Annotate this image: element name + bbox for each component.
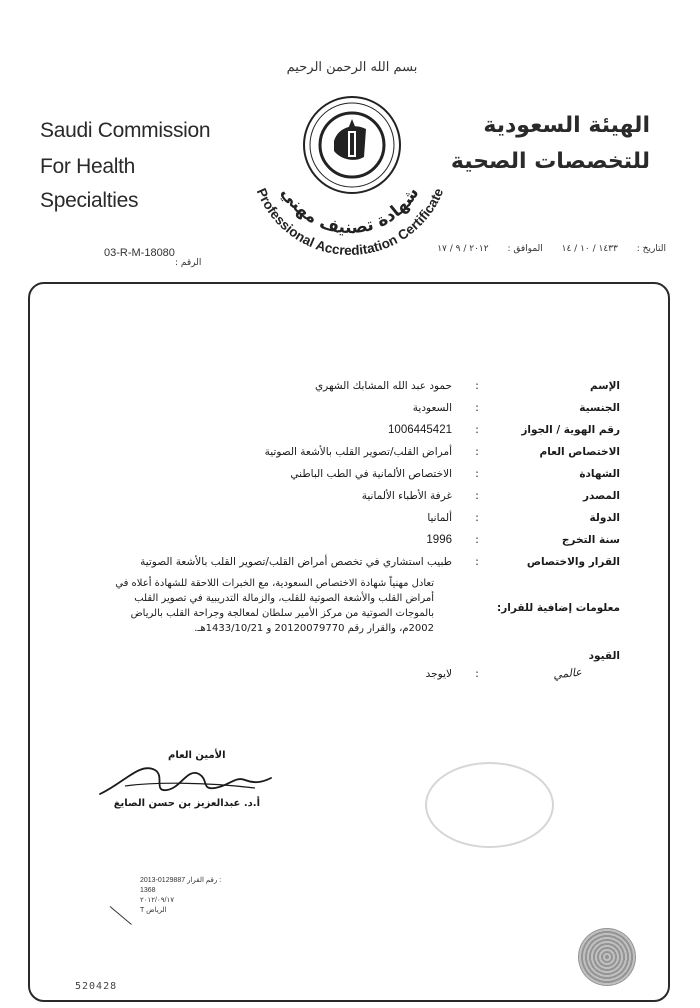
document-number: 520428 bbox=[75, 981, 118, 992]
signatory-name: أ.د. عبدالعزيز بن حسن الصايغ bbox=[113, 798, 260, 809]
hologram-seal bbox=[578, 928, 636, 986]
seal-title-arabic: شهادة تصنيف مهني bbox=[276, 183, 424, 239]
field-row-decision: القرار والاختصاص : طبيب استشاري في تخصص أمراض القلب/تصوير القلب بالأشعة الصوتية bbox=[60, 556, 620, 576]
commission-emblem-icon bbox=[304, 97, 400, 193]
basmala: بسم الله الرحمن الرحيم bbox=[286, 60, 418, 75]
field-label: سنة التخرج bbox=[561, 534, 620, 546]
field-row-restrictions bbox=[60, 650, 620, 670]
field-value: 1006445421 bbox=[388, 424, 452, 436]
accreditation-seal bbox=[240, 85, 460, 259]
hijri-date: ١٤٣٣ / ١٠ / ١٤ bbox=[561, 244, 618, 254]
field-value: حمود عبد الله المشابك الشهري bbox=[314, 380, 452, 392]
restrictions-label: القيود bbox=[588, 650, 620, 662]
reference-number-label: الرقم : bbox=[175, 258, 202, 268]
field-row-certificate: الشهادة : الاختصاص الألمانية في الطب الباطني bbox=[60, 468, 620, 488]
field-row-source: المصدر : غرفة الأطباء الألمانية bbox=[60, 490, 620, 510]
field-row-id-number: رقم الهوية / الجواز : 1006445421 bbox=[60, 424, 620, 444]
field-label: المصدر bbox=[582, 490, 620, 502]
reference-number: 03-R-M-18080 bbox=[104, 247, 175, 259]
seal-title-english: Professional Accreditation Certificate bbox=[253, 185, 447, 255]
field-value: السعودية bbox=[412, 402, 452, 414]
field-value: غرفة الأطباء الألمانية bbox=[361, 490, 452, 502]
faded-stamp bbox=[425, 762, 554, 848]
field-row-nationality: الجنسية : السعودية bbox=[60, 402, 620, 422]
field-row-general-specialty: الاختصاص العام : أمراض القلب/تصوير القلب بالأشعة الصوتية bbox=[60, 446, 620, 466]
field-value: طبيب استشاري في تخصص أمراض القلب/تصوير القلب بالأشعة الصوتية bbox=[140, 556, 452, 568]
field-value: 1996 bbox=[426, 534, 452, 546]
corresponding-label: الموافق : bbox=[507, 244, 543, 254]
field-row-graduation-year: سنة التخرج : 1996 bbox=[60, 534, 620, 554]
footer-line4: T الرياض bbox=[140, 907, 167, 914]
gregorian-date: ٢٠١٢ / ٩ / ١٧ bbox=[437, 244, 489, 254]
restrictions-value: لايوجد bbox=[425, 668, 452, 680]
handwritten-note: عالمي bbox=[552, 665, 583, 682]
commission-name-arabic-line1: الهيئة السعودية bbox=[483, 113, 650, 138]
additional-info-label: معلومات إضافية للقرار: bbox=[497, 602, 620, 614]
date-line bbox=[336, 243, 666, 256]
field-label: القرار والاختصاص bbox=[526, 556, 620, 568]
additional-info-text: تعادل مهنياً شهادة الاختصاص السعودية، مع الخبرات اللاحقة للشهادة أعلاه في أمراض القلب والأشعة الصوتية للقلب، والزمالة التدريبية في تصوير القلب بالموجات الصوتية من مركز الأمير سلطان لمعالجة وجراحة القلب بالرياض 2002م، والقرار رقم 20120079770 و 1433/10/21هـ. bbox=[115, 578, 434, 634]
commission-name-english-line2: For Health Specialties bbox=[40, 155, 139, 212]
field-label: الإسم bbox=[590, 380, 620, 392]
field-label: الاختصاص العام bbox=[539, 446, 620, 458]
field-label: رقم الهوية / الجواز bbox=[521, 424, 620, 436]
signature-title: الأمين العام bbox=[168, 750, 226, 761]
field-label: الدولة bbox=[589, 512, 620, 524]
footer-decision-number: 2013-0129887 رقم القرار : bbox=[140, 877, 222, 884]
field-value: الاختصاص الألمانية في الطب الباطني bbox=[290, 468, 452, 480]
field-value: ألمانيا bbox=[427, 512, 452, 524]
footer-line2: 1368 bbox=[140, 887, 156, 894]
commission-name-english-line1: Saudi Commission bbox=[40, 119, 211, 142]
field-label: الشهادة bbox=[579, 468, 620, 480]
commission-name-arabic-line2: للتخصصات الصحية bbox=[450, 149, 650, 174]
field-row-restrictions-value: : لايوجد bbox=[60, 668, 620, 688]
field-row-country: الدولة : ألمانيا bbox=[60, 512, 620, 532]
field-label: الجنسية bbox=[579, 402, 620, 414]
footer-line3: ٢٠١٢/٠٩/١٧ bbox=[140, 897, 174, 904]
field-value: أمراض القلب/تصوير القلب بالأشعة الصوتية bbox=[264, 446, 452, 458]
date-label: التاريخ : bbox=[636, 244, 666, 254]
field-row-name: الإسم : حمود عبد الله المشابك الشهري bbox=[60, 380, 620, 400]
